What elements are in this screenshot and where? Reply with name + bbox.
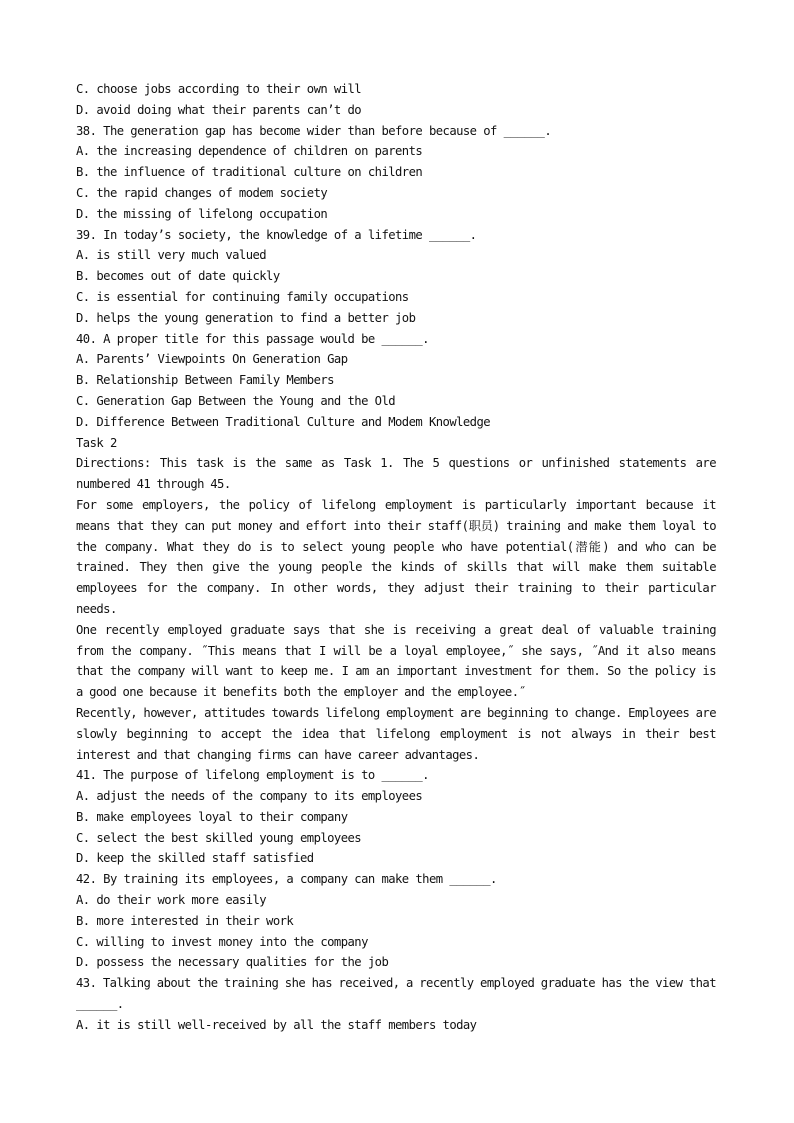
q38-option-b: B. the influence of traditional culture on children [76, 165, 423, 180]
passage-paragraph-1: For some employers, the policy of lifelong employment is particularly important because it means that they can put money and effort into their staff(职员) training and make them loyal to the company. What they do is to select young people who have potential(潜能) and who can be trained. They then give the young people the kinds of skills that will make them suitable employees for the company. In other words, they adjust their training to their particular needs. [76, 497, 716, 616]
q41-option-b: B. make employees loyal to their company [76, 809, 348, 824]
passage-paragraph-2: One recently employed graduate says that she is receiving a great deal of valuable training from the company. ˝This means that I will be a loyal employee,˝ she says, ˝And it also means that the company will want to keep me. I am an important investment for them. So the policy is a good one because it benefits both the employer and the employee.˝ [76, 622, 716, 700]
q43-stem: 43. Talking about the training she has received, a recently employed graduate has the view that ______. [76, 976, 716, 1012]
q40-option-a: A. Parents’ Viewpoints On Generation Gap [76, 352, 348, 367]
q42-option-b: B. more interested in their work [76, 913, 294, 928]
q42-option-c: C. willing to invest money into the company [76, 934, 368, 949]
q40-option-c: C. Generation Gap Between the Young and the Old [76, 393, 396, 408]
q41-stem: 41. The purpose of lifelong employment is to ______. [76, 768, 429, 783]
q38-option-d: D. the missing of lifelong occupation [76, 206, 328, 221]
q37-option-c: C. choose jobs according to their own will [76, 82, 362, 96]
q42-option-a: A. do their work more easily [76, 893, 267, 908]
q37-option-d: D. avoid doing what their parents can’t do [76, 102, 362, 117]
q42-option-d: D. possess the necessary qualities for the job [76, 955, 389, 970]
q39-option-a: A. is still very much valued [76, 248, 267, 263]
q42-stem: 42. By training its employees, a company can make them ______. [76, 872, 497, 887]
q41-option-a: A. adjust the needs of the company to its employees [76, 789, 423, 804]
q38-stem: 38. The generation gap has become wider than before because of ______. [76, 123, 552, 138]
q40-stem: 40. A proper title for this passage would be ______. [76, 331, 429, 346]
task2-directions: Directions: This task is the same as Task 1. The 5 questions or unfinished statements are numbered 41 through 45. [76, 456, 716, 492]
q39-stem: 39. In today’s society, the knowledge of a lifetime ______. [76, 227, 477, 242]
q43-option-a: A. it is still well-received by all the staff members today [76, 1017, 477, 1032]
q38-option-c: C. the rapid changes of modem society [76, 185, 328, 200]
document-body [76, 79, 716, 1036]
q41-option-c: C. select the best skilled young employees [76, 830, 362, 845]
q40-option-b: B. Relationship Between Family Members [76, 373, 334, 388]
q39-option-c: C. is essential for continuing family occupations [76, 289, 409, 304]
q38-option-a: A. the increasing dependence of children on parents [76, 144, 423, 159]
task2-heading: Task 2 [76, 435, 117, 450]
q41-option-d: D. keep the skilled staff satisfied [76, 851, 314, 866]
q39-option-d: D. helps the young generation to find a better job [76, 310, 416, 325]
passage-paragraph-3: Recently, however, attitudes towards lifelong employment are beginning to change. Employees are slowly beginning to accept the idea that lifelong employment is not always in their best interest and that changing firms can have career advantages. [76, 705, 716, 762]
q40-option-d: D. Difference Between Traditional Culture and Modem Knowledge [76, 414, 491, 429]
q39-option-b: B. becomes out of date quickly [76, 269, 280, 284]
